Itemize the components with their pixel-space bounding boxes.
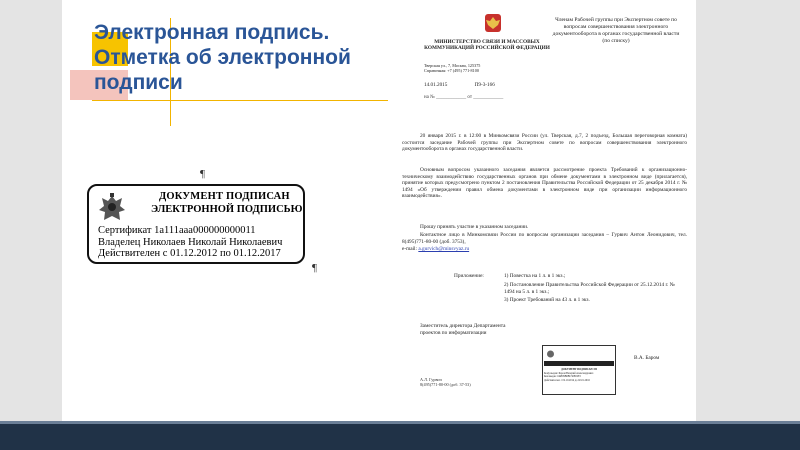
slide <box>62 0 696 421</box>
slide-title-line-1: Электронная подпись. <box>94 21 330 44</box>
executor-info <box>420 377 471 388</box>
stamp-validity: Действителен с 01.12.2012 по 01.12.2017 <box>98 248 281 259</box>
left-gray-margin <box>0 0 62 450</box>
enclosure-item-3: 3) Проект Требований на 43 л. в 1 экз. <box>504 297 590 303</box>
pilcrow-mark: ¶ <box>312 262 317 274</box>
mini-stamp-owner: Кому выдан: Баром Валерий Александрович <box>544 371 594 375</box>
letter-email-row <box>402 246 687 253</box>
slide-title-line-3: подписи <box>94 71 183 94</box>
ministry-name: МИНИСТЕРСТВО СВЯЗИ И МАССОВЫХ КОММУНИКАЦИЙ РОССИЙСКОЙ ФЕДЕРАЦИИ <box>424 39 550 52</box>
mini-stamp-bar <box>544 361 614 366</box>
signer-name: В.А. Баром <box>634 355 660 361</box>
stamp-certificate: Сертификат 1a111aaa000000000011 <box>98 225 256 236</box>
decor-horizontal-line <box>92 100 388 101</box>
letter-paragraph-1: 20 января 2015 г. в 12:00 в Минкомсвязи России (ул. Тверская, д.7, 2 подъезд, Большая переговорная комната) состоится заседание Рабочей группы при Экспертном совете по вопросам совершенствования электронного документооборота в органах государственной власти. <box>402 133 687 153</box>
signer-title: Заместитель директора Департамента проектов по информатизации <box>420 323 506 336</box>
right-gray-margin <box>696 0 800 450</box>
stamp-header-line-2: ЭЛЕКТРОННОЙ ПОДПИСЬЮ <box>151 204 303 215</box>
letter-recipient: Членам Рабочей группы при Экспертном совете по вопросам совершенствования электронного документооборота в органах государственной власти (по списку) <box>552 17 680 44</box>
letter-paragraph-2: Основным вопросом указанного заседания является рассмотрение проекта Требований к организационно-техническому взаимодействию государственных органов при обмене документами в электронном виде (прилагается), принятие которых предусмотрено пунктом 2 постановления Правительства Российской Федерации от 25 декабря 2014 г. № 1494 «Об утверждении правил обмена документами в электронном виде при организации информационного взаимодействия». <box>402 167 687 200</box>
slide-title-line-2: Отметка об электронной <box>94 46 351 69</box>
slide-title <box>94 20 351 95</box>
official-letter <box>392 5 692 410</box>
enclosure-item-1: 1) Повестка на 1 л. в 1 экз.; <box>504 273 566 279</box>
mini-signature-stamp <box>542 345 616 395</box>
executor-phone: 8(495)771-80-00 (доб. 37-53) <box>420 382 471 388</box>
email-link[interactable]: a.gurvich@minsvyaz.ru <box>418 246 470 252</box>
mini-stamp-title: ДОКУМЕНТ ПОДПИСАН ЭП <box>561 368 597 371</box>
executor-name: А.Л. Гурвич <box>420 377 442 382</box>
address-line: Тверская ул., 7, Москва, 125375 <box>424 63 481 68</box>
phone-line: Справочная: +7 (495) 771-8100 <box>424 68 479 74</box>
coat-of-arms-icon <box>482 11 504 35</box>
letter-date-number <box>424 82 495 89</box>
coat-of-arms-icon <box>96 192 128 226</box>
coat-of-arms-icon <box>546 349 555 359</box>
mini-stamp-cert: Кем выдан: 0AB09B6BC56E02F2 <box>544 375 581 378</box>
enclosure-label: Приложение: <box>454 273 484 279</box>
mini-stamp-valid: Действителен: с 02.10.2014 до 02.01.2016 <box>544 378 590 382</box>
signature-stamp <box>87 184 305 264</box>
bottom-navy-bar <box>0 424 800 450</box>
letter-paragraph-4: Контактное лицо в Минкомсвязи России по вопросам организации заседания – Гурвич Антон Леонидович, тел. 8(495)771-80-00 (доб. 3753), <box>402 232 687 245</box>
stamp-header-line-1: ДОКУМЕНТ ПОДПИСАН <box>159 191 290 202</box>
enclosure-item-2: 2) Постановление Правительства Российской Федерации от 25.12.2014 г. № 1494 на 5 л. в 1 экз.; <box>504 282 675 295</box>
letter-paragraph-3: Прошу принять участие в указанном заседании. <box>420 224 529 230</box>
letter-reference: на № ____________ от ____________ <box>424 95 504 100</box>
pilcrow-mark: ¶ <box>200 168 205 180</box>
email-label: e-mail: <box>402 246 418 252</box>
stamp-owner: Владелец Николаев Николай Николаевич <box>98 237 283 248</box>
ministry-address <box>424 63 544 74</box>
letter-date: 14.01.2015 <box>424 82 448 88</box>
letter-number: П9-3-166 <box>474 82 495 88</box>
